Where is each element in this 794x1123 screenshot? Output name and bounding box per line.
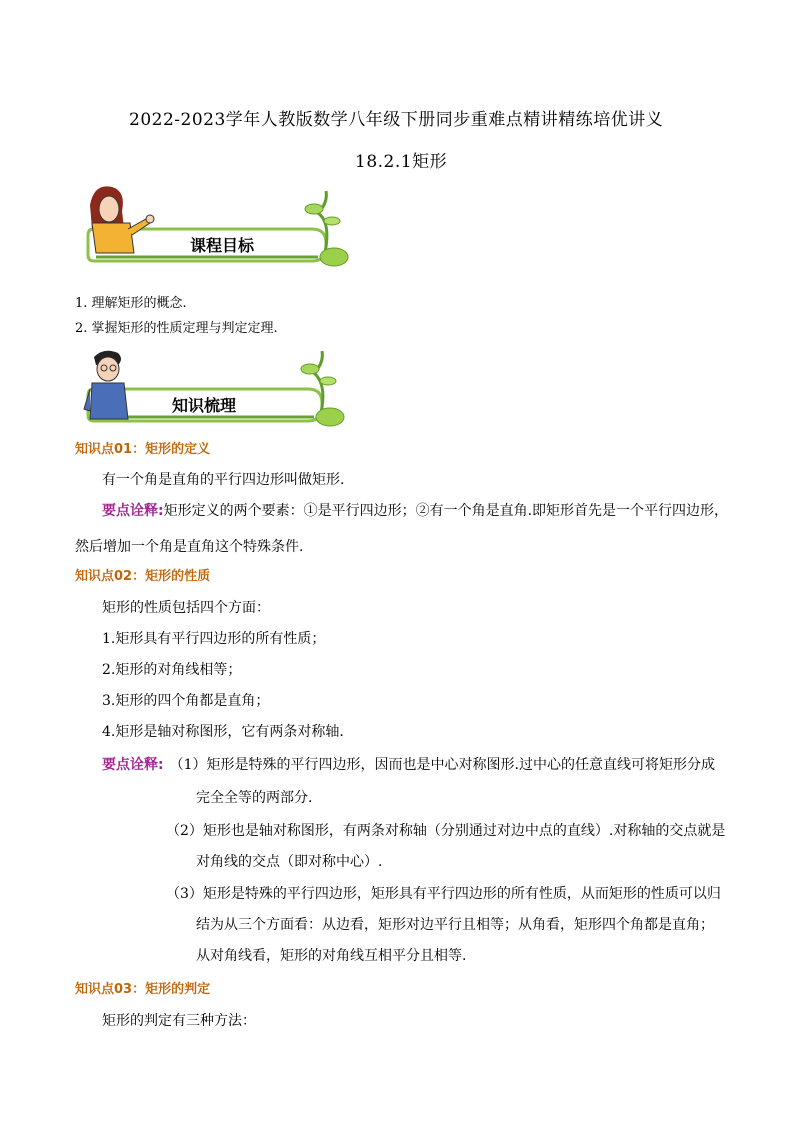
kp1-heading: 知识点01：矩形的定义: [75, 442, 211, 457]
knowledge-review-banner-label: 知识梳理: [172, 396, 237, 415]
document-title: 2022-2023学年人教版数学八年级下册同步重难点精讲精练培优讲义: [129, 110, 664, 130]
kp2-item: 4.矩形是轴对称图形，它有两条对称轴.: [102, 724, 344, 740]
kp2-item: 3.矩形的四个角都是直角；: [102, 693, 270, 709]
kp2-note1-continuation: 完全全等的两部分.: [196, 790, 313, 806]
kp2-heading: 知识点02：矩形的性质: [75, 569, 211, 584]
kp2-note3-continuation: 从对角线看，矩形的对角线互相平分且相等.: [196, 948, 467, 964]
lesson-subtitle: 18.2.1矩形: [355, 152, 448, 172]
knowledge-review-banner: [82, 345, 354, 435]
kp1-note-continuation: 然后增加一个角是直角这个特殊条件.: [75, 539, 304, 555]
kp2-note3-continuation: 结为从三个方面看：从边看，矩形对边平行且相等；从角看，矩形四个角都是直角；: [196, 917, 714, 933]
kp2-intro: 矩形的性质包括四个方面：: [102, 600, 270, 616]
kp3-heading: 知识点03：矩形的判定: [75, 982, 211, 997]
note-label: 要点诠释:: [102, 503, 164, 519]
kp2-note3: （3）矩形是特殊的平行四边形，矩形具有平行四边形的所有性质，从而矩形的性质可以归: [166, 886, 721, 902]
kp2-note2-continuation: 对角线的交点（即对称中心）.: [196, 854, 383, 870]
teacher-illustration-icon: [82, 183, 354, 273]
note-label: 要点诠释:: [102, 757, 164, 773]
kp3-intro: 矩形的判定有三种方法：: [102, 1013, 256, 1029]
course-goals-banner-label: 课程目标: [190, 236, 255, 255]
kp1-definition: 有一个角是直角的平行四边形叫做矩形.: [102, 472, 345, 488]
kp2-note2: （2）矩形也是轴对称图形，有两条对称轴（分别通过对边中点的直线）.对称轴的交点就是: [166, 823, 726, 839]
course-goals-banner: [82, 183, 354, 273]
kp1-note-text: 矩形定义的两个要素：①是平行四边形；②有一个角是直角.即矩形首先是一个平行四边形，: [163, 503, 729, 519]
goal-item: 2. 掌握矩形的性质定理与判定定理.: [75, 321, 278, 336]
goal-item: 1. 理解矩形的概念.: [75, 296, 187, 311]
student-illustration-icon: [82, 345, 354, 435]
kp2-note1: [102, 754, 715, 774]
kp2-item: 1.矩形具有平行四边形的所有性质；: [102, 631, 326, 647]
kp2-note1-text: （1）矩形是特殊的平行四边形，因而也是中心对称图形.过中心的任意直线可将矩形分成: [169, 757, 715, 773]
kp2-item: 2.矩形的对角线相等；: [102, 662, 242, 678]
kp1-note: [102, 500, 728, 520]
